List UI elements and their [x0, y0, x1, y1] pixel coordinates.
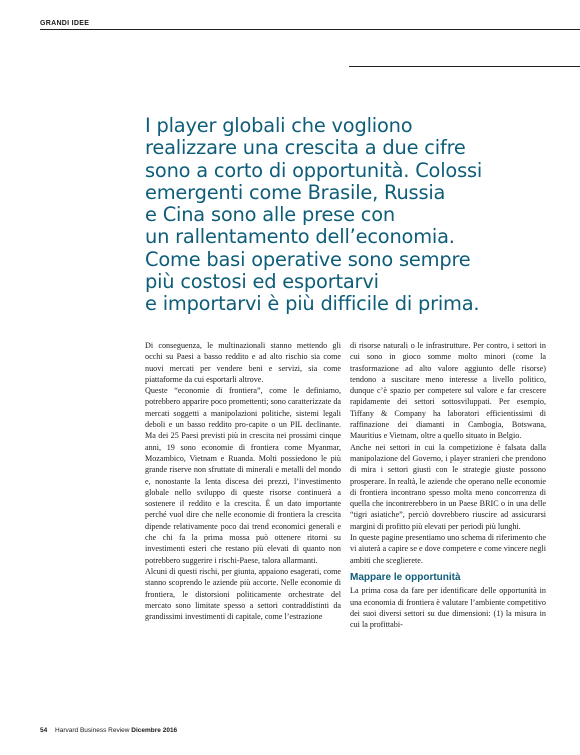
pull-quote-line: emergenti come Brasile, Russia [145, 180, 446, 204]
pull-quote-line: Come basi operative sono sempre [145, 247, 471, 271]
body-paragraph: In queste pagine presentiamo uno schema di riferimento che vi aiuterà a capire se e dove competere e come vincere negli ambiti che sceglierete. [350, 533, 546, 565]
pull-quote-line: I player globali che vogliono [145, 114, 413, 137]
issue-date: Dicembre 2016 [131, 727, 178, 734]
body-paragraph: Queste “economie di frontiera”, come le definiamo, potrebbero apparire poco promettenti; sono caratterizzate da mercati soggetti a manipolazioni politiche, sistemi legali deboli e un basso reddito pro-capite o un PIL declinante. Ma dei 25 Paesi previsti più in crescita nei prossimi cinque anni, 19 sono economie di frontiera come Myanmar, Mozambico, Vietnam e Ruanda. Molti possiedono le più grande riserve non sfruttate di minerali e metalli del mondo e, nonostante la lenta discesa dei prezzi, l’investimento globale nello sviluppo di queste risorse continuerà a sostenere il reddito e la crescita. È un dato importante perché vuol dire che nelle economie di frontiera la crescita dipende relativamente poco dai trend economici generali e che chi fa la prima mossa può ottenere ritorni su investimenti esteri che restano più elevati di quanto non potrebbero suggerire i rischi-Paese, talora allarmanti. [145, 386, 341, 565]
body-column-right [350, 340, 546, 630]
pull-quote [145, 115, 575, 316]
section-label: GRANDI IDEE [40, 20, 90, 27]
page-number: 54 [40, 727, 48, 734]
header-rule [40, 29, 580, 30]
pull-quote-line: un rallentamento dell’economia. [145, 225, 455, 249]
pull-quote-line: sono a corto di opportunità. Colossi [145, 158, 483, 182]
body-paragraph: di risorse naturali o le infrastrutture. Per contro, i settori in cui sono in gioco somme molto minori (come la trasformazione ad alto valore aggiunto delle risorse) tendono a suscitare meno interesse a livello politico, dunque c’è spazio per competere sul valore e far crescere rapidamente dei settori sottosviluppati. Per esempio, Tiffany & Company ha laboratori efficientissimi di raffinazione dei diamanti in Cambogia, Botswana, Mauritius e Vietnam, oltre a quello situato in Belgio. [350, 341, 546, 441]
section-subhead: Mappare le opportunità [350, 571, 461, 583]
pull-quote-line: e Cina sono alle prese con [145, 203, 395, 227]
body-paragraph: La prima cosa da fare per identificare delle opportunità in una economia di frontiera è valutare l’ambiente competitivo dei suoi diversi settori su due dimensioni: (1) la misura in cui la profittabi- [350, 586, 546, 630]
pull-quote-line: e importarvi è più difficile di prima. [145, 292, 480, 316]
body-paragraph: Anche nei settori in cui la competizione è falsata dalla manipolazione del Governo, i player stranieri che prendono di mira i settori giusti con le strategie giuste possono prosperare. In realtà, le aziende che operano nelle economie di frontiera incontrano spesso molta meno concorrenza di quella che incontrerebbero in un Paese BRIC o in una delle “tigri asiatiche”, perciò dovrebbero riuscire ad assicurarsi margini di profitto più elevati per periodi più lunghi. [350, 442, 546, 531]
body-paragraph: Alcuni di questi rischi, per giunta, appaiono esagerati, come stanno scoprendo le aziende più accorte. Nelle economie di frontiera, le distorsioni politicamente orchestrate del mercato sono limitate spesso a settori contraddistinti da grandissimi investimenti di capitale, come l’estrazione [145, 566, 341, 622]
body-paragraph: Di conseguenza, le multinazionali stanno mettendo gli occhi su Paesi a basso reddito e ad alto rischio sia come nuovi mercati per vendere beni e servizi, sia come piattaforme da cui esportarli altrove. [145, 341, 341, 384]
page-footer [40, 727, 177, 734]
body-column-left [145, 340, 341, 622]
publication-name: Harvard Business Review [55, 727, 130, 734]
divider-rule [349, 66, 580, 67]
pull-quote-line: più costosi ed esportarvi [145, 270, 379, 294]
pull-quote-line: realizzare una crescita a due cifre [145, 136, 466, 160]
